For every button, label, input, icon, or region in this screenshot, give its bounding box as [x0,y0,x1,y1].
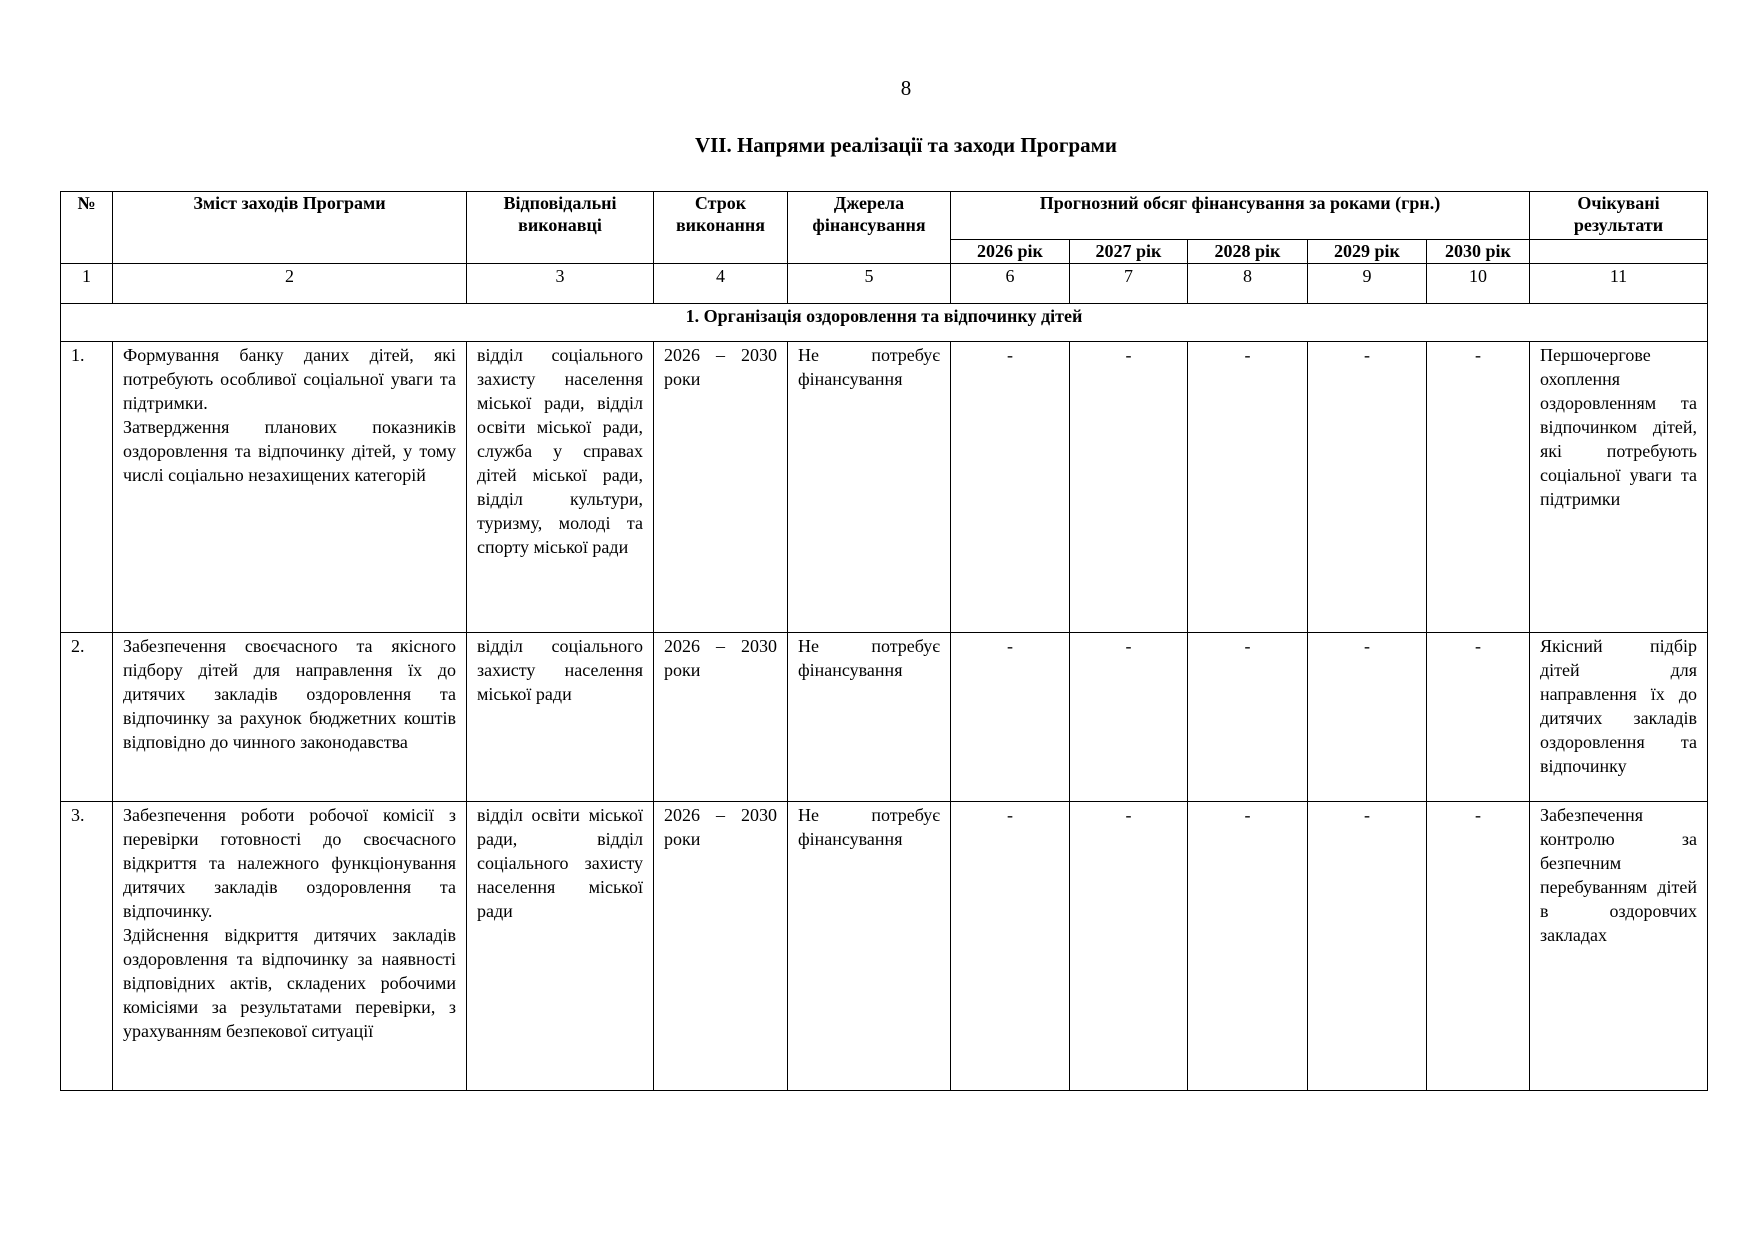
column-numbers-row [61,264,1708,304]
row-content: Забезпечення своєчасного та якісного підбору дітей для направлення їх до дитячих закладів оздоровлення та відпочинку за рахунок бюджетних коштів відповідно до чинного законодавства [113,633,467,802]
row-term: 2026 – 2030 роки [654,342,788,633]
header-year: 2027 рік [1070,240,1188,264]
header-row [61,192,1708,240]
column-number: 9 [1308,264,1427,304]
row-year-value: - [1188,633,1308,802]
row-content: Забезпечення роботи робочої комісії з перевірки готовності до своєчасного відкриття та належного функціонування дитячих закладів оздоровлення та відпочинку. Здійснення відкриття дитячих закладів оздоровлення та відпочинку за наявності відповідних актів, складених робочими комісіями за результатами перевірки, з урахуванням безпекової ситуації [113,802,467,1091]
header-content: Зміст заходів Програми [113,192,467,264]
column-number: 11 [1530,264,1708,304]
row-results: Забезпечення контролю за безпечним перебуванням дітей в оздоровчих закладах [1530,802,1708,1091]
column-number: 5 [788,264,951,304]
row-year-value: - [1188,342,1308,633]
column-number: 3 [467,264,654,304]
header-year: 2030 рік [1427,240,1530,264]
header-empty [1530,240,1708,264]
section-row [61,304,1708,342]
row-year-value: - [1188,802,1308,1091]
row-term: 2026 – 2030 роки [654,802,788,1091]
section-title: 1. Організація оздоровлення та відпочинку дітей [61,304,1708,342]
table-row [61,633,1708,802]
row-year-value: - [1308,802,1427,1091]
section-heading: VII. Напрями реалізації та заходи Програми [694,133,1118,157]
header-sources: Джерела фінансування [788,192,951,264]
row-executors: відділ соціального захисту населення міської ради, відділ освіти міської ради, служба у справах дітей міської ради, відділ культури, туризму, молоді та спорту міської ради [467,342,654,633]
row-year-value: - [1427,342,1530,633]
row-year-value: - [951,633,1070,802]
column-number: 2 [113,264,467,304]
row-sources: Не потребує фінансування [788,633,951,802]
header-financing: Прогнозний обсяг фінансування за роками (грн.) [951,192,1530,240]
header-executors: Відповідальні виконавці [467,192,654,264]
row-executors: відділ освіти міської ради, відділ соціального захисту населення міської ради [467,802,654,1091]
table-row [61,802,1708,1091]
header-no: № [61,192,113,264]
row-year-value: - [1427,802,1530,1091]
row-year-value: - [1427,633,1530,802]
column-number: 10 [1427,264,1530,304]
row-number: 1. [61,342,113,633]
row-content: Формування банку даних дітей, які потребують особливої соціальної уваги та підтримки. Затвердження планових показників оздоровлення та відпочинку дітей, у тому числі соціально незахищених категорій [113,342,467,633]
row-sources: Не потребує фінансування [788,342,951,633]
row-results: Якісний підбір дітей для направлення їх до дитячих закладів оздоровлення та відпочинку [1530,633,1708,802]
row-year-value: - [951,802,1070,1091]
header-year: 2026 рік [951,240,1070,264]
header-term: Строк виконання [654,192,788,264]
column-number: 6 [951,264,1070,304]
page-number: 8 [900,76,912,100]
header-results: Очікувані результати [1530,192,1708,240]
row-sources: Не потребує фінансування [788,802,951,1091]
row-number: 3. [61,802,113,1091]
column-number: 1 [61,264,113,304]
row-term: 2026 – 2030 роки [654,633,788,802]
column-number: 4 [654,264,788,304]
row-year-value: - [1070,342,1188,633]
program-measures-table [60,191,1708,1091]
header-year: 2029 рік [1308,240,1427,264]
row-year-value: - [1070,802,1188,1091]
row-year-value: - [1308,342,1427,633]
row-results: Першочергове охоплення оздоровленням та відпочинком дітей, які потребують соціальної уваги та підтримки [1530,342,1708,633]
row-year-value: - [1070,633,1188,802]
row-year-value: - [1308,633,1427,802]
header-year: 2028 рік [1188,240,1308,264]
table-row [61,342,1708,633]
row-year-value: - [951,342,1070,633]
column-number: 7 [1070,264,1188,304]
row-number: 2. [61,633,113,802]
row-executors: відділ соціального захисту населення міської ради [467,633,654,802]
column-number: 8 [1188,264,1308,304]
